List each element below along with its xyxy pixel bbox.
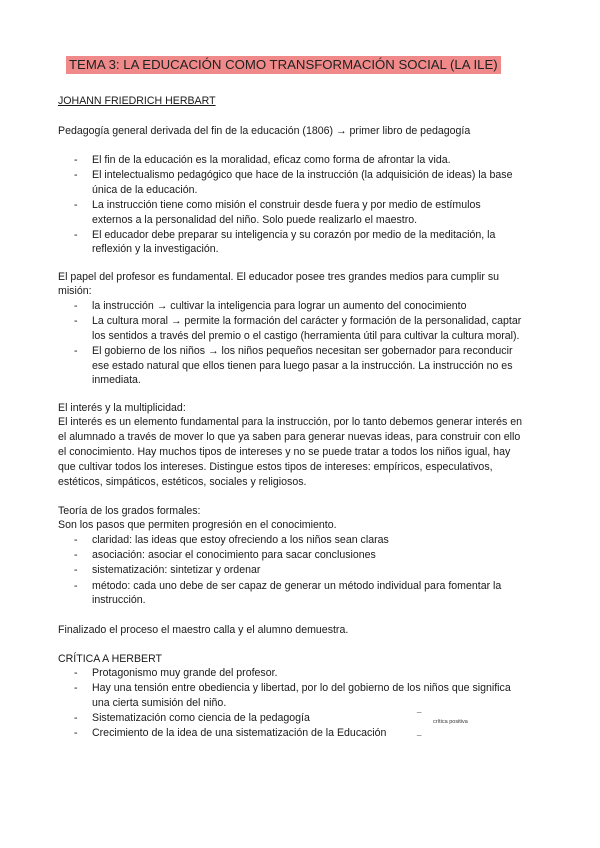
page-title: TEMA 3: LA EDUCACIÓN COMO TRANSFORMACIÓN SOCIAL (LA ILE)	[66, 56, 501, 74]
list-item	[74, 579, 554, 608]
list-item	[74, 344, 554, 388]
list-item-text: inmediata.	[92, 374, 141, 387]
list-item-text: Hay una tensión entre obediencia y libertad, por lo del gobierno de los niños que significa	[92, 682, 511, 695]
list-item-text: Crecimiento de la idea de una sistematización de la Educación	[92, 727, 387, 740]
bullet-dash: -	[74, 300, 78, 312]
list-item-text: La instrucción tiene como misión el construir desde fuera y por medio de estímulos	[92, 199, 481, 211]
list-item-text: una cierta sumisión del niño.	[92, 696, 227, 709]
list-item	[74, 314, 554, 343]
bracket-bottom-mark: _	[417, 727, 422, 736]
bullet-dash: -	[74, 534, 78, 546]
grades-heading: Teoría de los grados formales:	[58, 505, 201, 517]
list-item-text: reflexión y la investigación.	[92, 243, 219, 256]
list-item-text: única de la educación.	[92, 183, 198, 196]
list-item-text: los sentidos a través del premio o el castigo (herramienta útil para cultivar la cultura moral).	[92, 329, 520, 342]
list-item-text: claridad: las ideas que estoy ofreciendo a los niños sean claras	[92, 534, 389, 546]
paragraph-line: que cultivar todos los intereses. Distingue estos tipos de intereses: empíricos, especulativos,	[58, 461, 493, 473]
list-item	[74, 299, 554, 314]
teacher-role-line-2: misión:	[58, 285, 92, 297]
author-heading: JOHANN FRIEDRICH HERBART	[58, 95, 216, 107]
list-item	[74, 548, 554, 563]
teacher-role-line-1: El papel del profesor es fundamental. El educador posee tres grandes medios para cumplir su	[58, 271, 500, 283]
list-item-text: asociación: asociar el conocimiento para sacar conclusiones	[92, 549, 376, 562]
list-item	[74, 681, 554, 710]
paragraph-line: el alumnado a través de mover lo que ya saben para generar nuevas ideas, para construir con ello	[58, 431, 521, 443]
list-item-text: El educador debe preparar su inteligencia y su corazón por medio de la meditación, la	[92, 228, 496, 241]
list-item	[74, 153, 554, 168]
list-item-text: El gobierno de los niños → los niños pequeños necesitan ser gobernador para reconducir	[92, 345, 513, 357]
list-item	[74, 198, 554, 227]
list-item	[74, 666, 554, 681]
bullet-dash: -	[74, 549, 78, 562]
list-item	[74, 228, 554, 257]
list-item-text: sistematización: sintetizar y ordenar	[92, 564, 261, 577]
intro-line: Pedagogía general derivada del fin de la educación (1806) → primer libro de pedagogía	[58, 125, 471, 137]
margin-note: crítica positiva	[433, 719, 468, 725]
paragraph-line: el conocimiento. Hay muchos tipos de intereses y no se puede tratar a todos los niños igual, hay	[58, 446, 511, 458]
list-item-text: La cultura moral → permite la formación del carácter y formación de la personalidad, captar	[92, 315, 522, 328]
list-item-text: Sistematización como ciencia de la pedagogía	[92, 712, 310, 724]
bullet-dash: -	[74, 199, 78, 211]
grades-intro: Son los pasos que permiten progresión en el conocimiento.	[58, 519, 337, 531]
bullet-dash: -	[74, 667, 78, 679]
bullet-dash: -	[74, 169, 78, 182]
bullet-dash: -	[74, 564, 78, 577]
list-item	[74, 533, 554, 548]
bullet-dash: -	[74, 727, 78, 740]
bullet-dash: -	[74, 315, 78, 328]
list-item-text: método: cada uno debe de ser capaz de generar un método individual para fomentar la	[92, 579, 502, 592]
list-item-text: la instrucción → cultivar la inteligencia para lograr un aumento del conocimiento	[92, 300, 467, 312]
paragraph-line: estéticos, simpáticos, estéticos, sociales y religiosos.	[58, 476, 307, 488]
list-item	[74, 726, 554, 741]
bullet-dash: -	[74, 682, 78, 695]
list-item-text: El fin de la educación es la moralidad, eficaz como forma de afrontar la vida.	[92, 154, 451, 166]
critique-heading: CRÍTICA A HERBERT	[58, 653, 163, 665]
bullet-dash: -	[74, 579, 78, 592]
list-item	[74, 563, 554, 578]
closing-line: Finalizado el proceso el maestro calla y el alumno demuestra.	[58, 624, 349, 636]
bullet-dash: -	[74, 712, 78, 724]
list-item	[74, 711, 554, 726]
bullet-dash: -	[74, 228, 78, 241]
bracket-top-mark: _	[417, 704, 422, 713]
interest-heading: El interés y la multiplicidad:	[58, 402, 186, 414]
list-item-text: ese estado natural que ellos tienen para luego pasar a la instrucción. La instrucción no es	[92, 359, 513, 372]
list-item-text: externos a la personalidad del niño. Solo puede realizarlo el maestro.	[92, 213, 418, 226]
list-item-text: instrucción.	[92, 594, 146, 607]
bullet-dash: -	[74, 345, 78, 357]
bullet-dash: -	[74, 154, 78, 166]
paragraph-line: El interés es un elemento fundamental para la instrucción, por lo tanto debemos generar interés en	[58, 416, 523, 428]
list-item	[74, 168, 554, 197]
list-item-text: El intelectualismo pedagógico que hace de la instrucción (la adquisición de ideas) la base	[92, 169, 513, 182]
list-item-text: Protagonismo muy grande del profesor.	[92, 667, 278, 679]
